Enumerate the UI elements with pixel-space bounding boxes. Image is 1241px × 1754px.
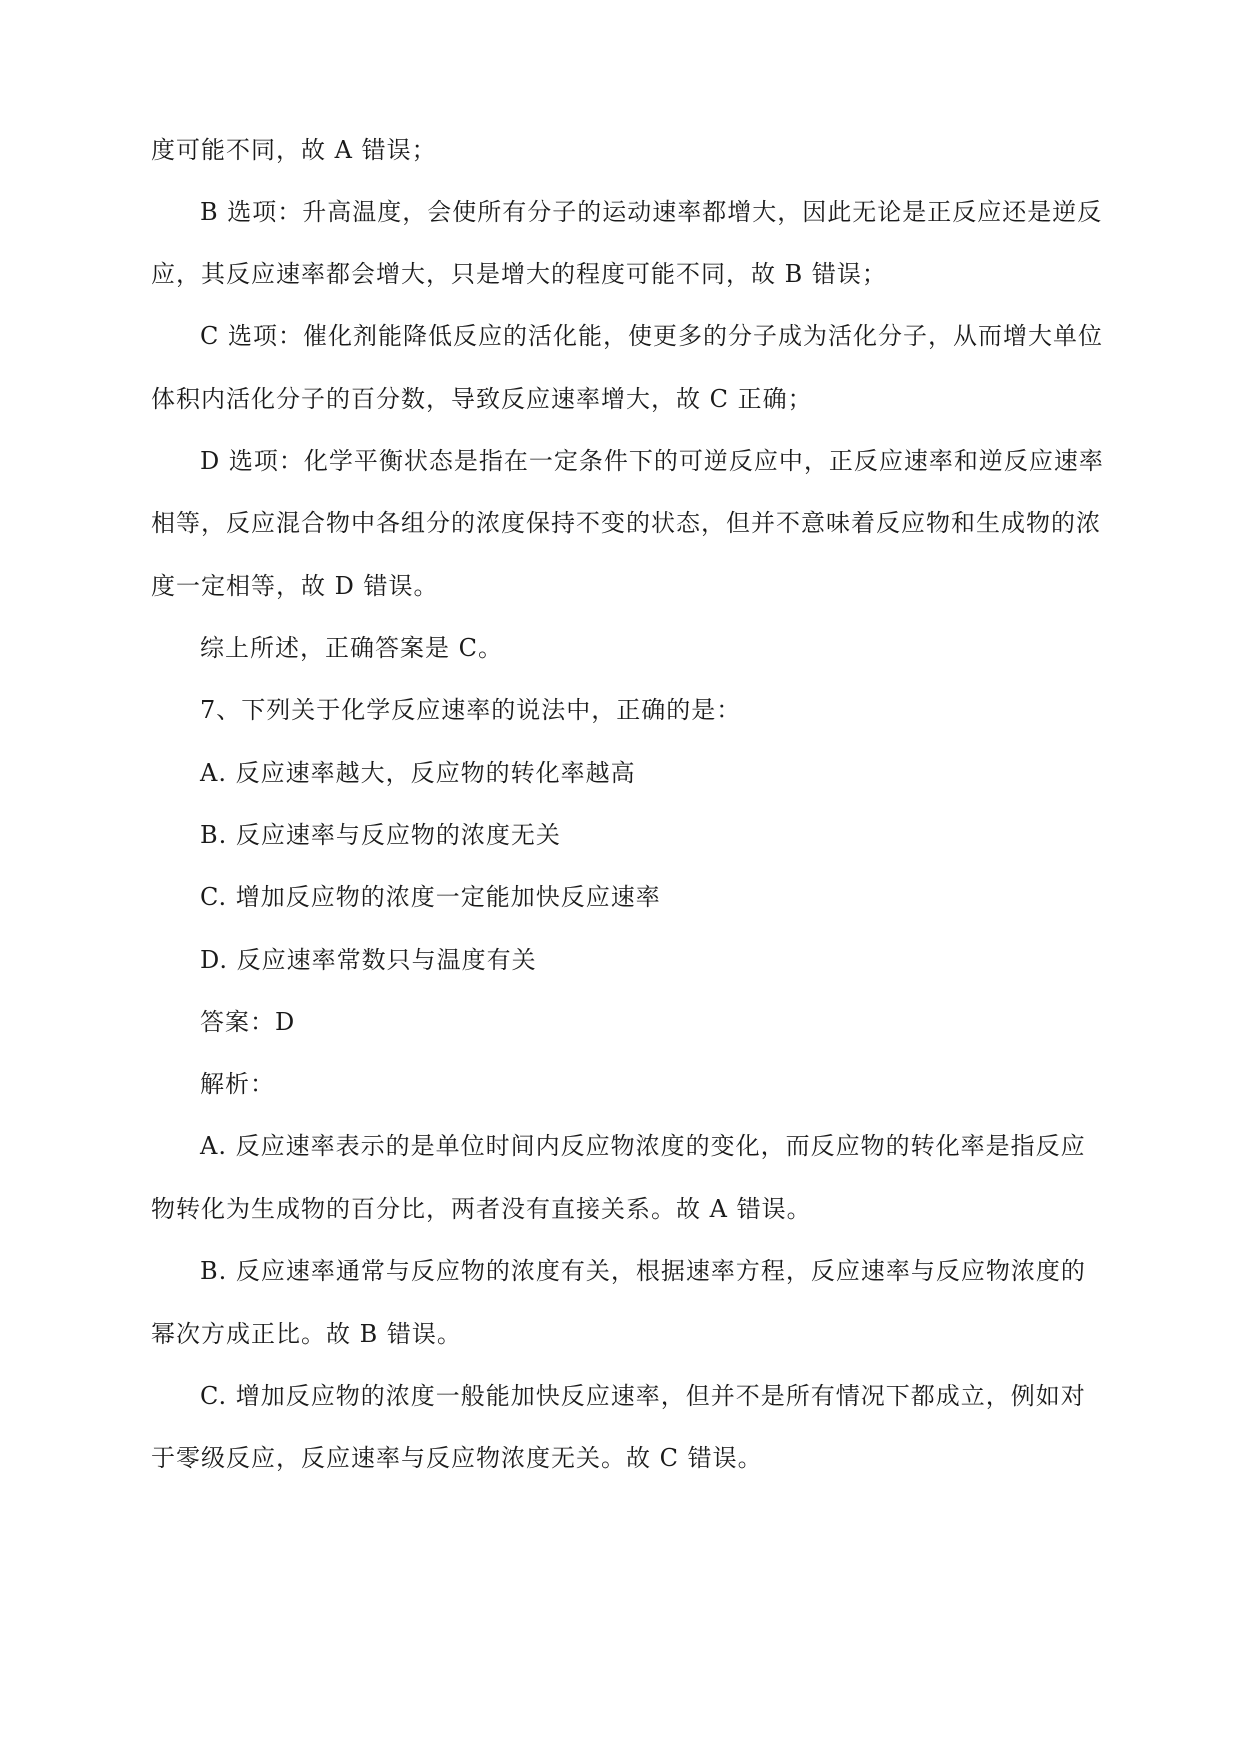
- text-line: 于零级反应，反应速率与反应物浓度无关。故 C 错误。: [151, 1444, 763, 1472]
- answer-line: 答案：D: [200, 1008, 296, 1036]
- analysis-heading: 解析：: [200, 1070, 275, 1098]
- option-b: B. 反应速率与反应物的浓度无关: [200, 821, 561, 849]
- text-line: C. 增加反应物的浓度一般能加快反应速率，但并不是所有情况下都成立，例如对: [200, 1382, 1086, 1410]
- text-line: 相等，反应混合物中各组分的浓度保持不变的状态，但并不意味着反应物和生成物的浓: [151, 509, 1101, 537]
- text-line: B. 反应速率通常与反应物的浓度有关，根据速率方程，反应速率与反应物浓度的: [200, 1257, 1086, 1285]
- text-line: A. 反应速率表示的是单位时间内反应物浓度的变化，而反应物的转化率是指反应: [200, 1132, 1086, 1160]
- text-line: D 选项：化学平衡状态是指在一定条件下的可逆反应中，正反应速率和逆反应速率: [200, 447, 1104, 475]
- text-line: C 选项：催化剂能降低反应的活化能，使更多的分子成为活化分子，从而增大单位: [200, 322, 1103, 350]
- question-stem: 7、下列关于化学反应速率的说法中，正确的是：: [200, 696, 742, 724]
- text-line: 应，其反应速率都会增大，只是增大的程度可能不同，故 B 错误；: [151, 260, 887, 288]
- text-line: 度可能不同，故 A 错误；: [151, 136, 437, 164]
- text-line: 度一定相等，故 D 错误。: [151, 572, 439, 600]
- option-a: A. 反应速率越大，反应物的转化率越高: [200, 759, 636, 787]
- text-line: 幂次方成正比。故 B 错误。: [151, 1320, 462, 1348]
- text-line: 物转化为生成物的百分比，两者没有直接关系。故 A 错误。: [151, 1195, 812, 1223]
- option-c: C. 增加反应物的浓度一定能加快反应速率: [200, 883, 661, 911]
- text-line: 体积内活化分子的百分数，导致反应速率增大，故 C 正确；: [151, 385, 813, 413]
- text-line: 综上所述，正确答案是 C。: [200, 634, 503, 662]
- option-d: D. 反应速率常数只与温度有关: [200, 946, 537, 974]
- text-line: B 选项：升高温度，会使所有分子的运动速率都增大，因此无论是正反应还是逆反: [200, 198, 1103, 226]
